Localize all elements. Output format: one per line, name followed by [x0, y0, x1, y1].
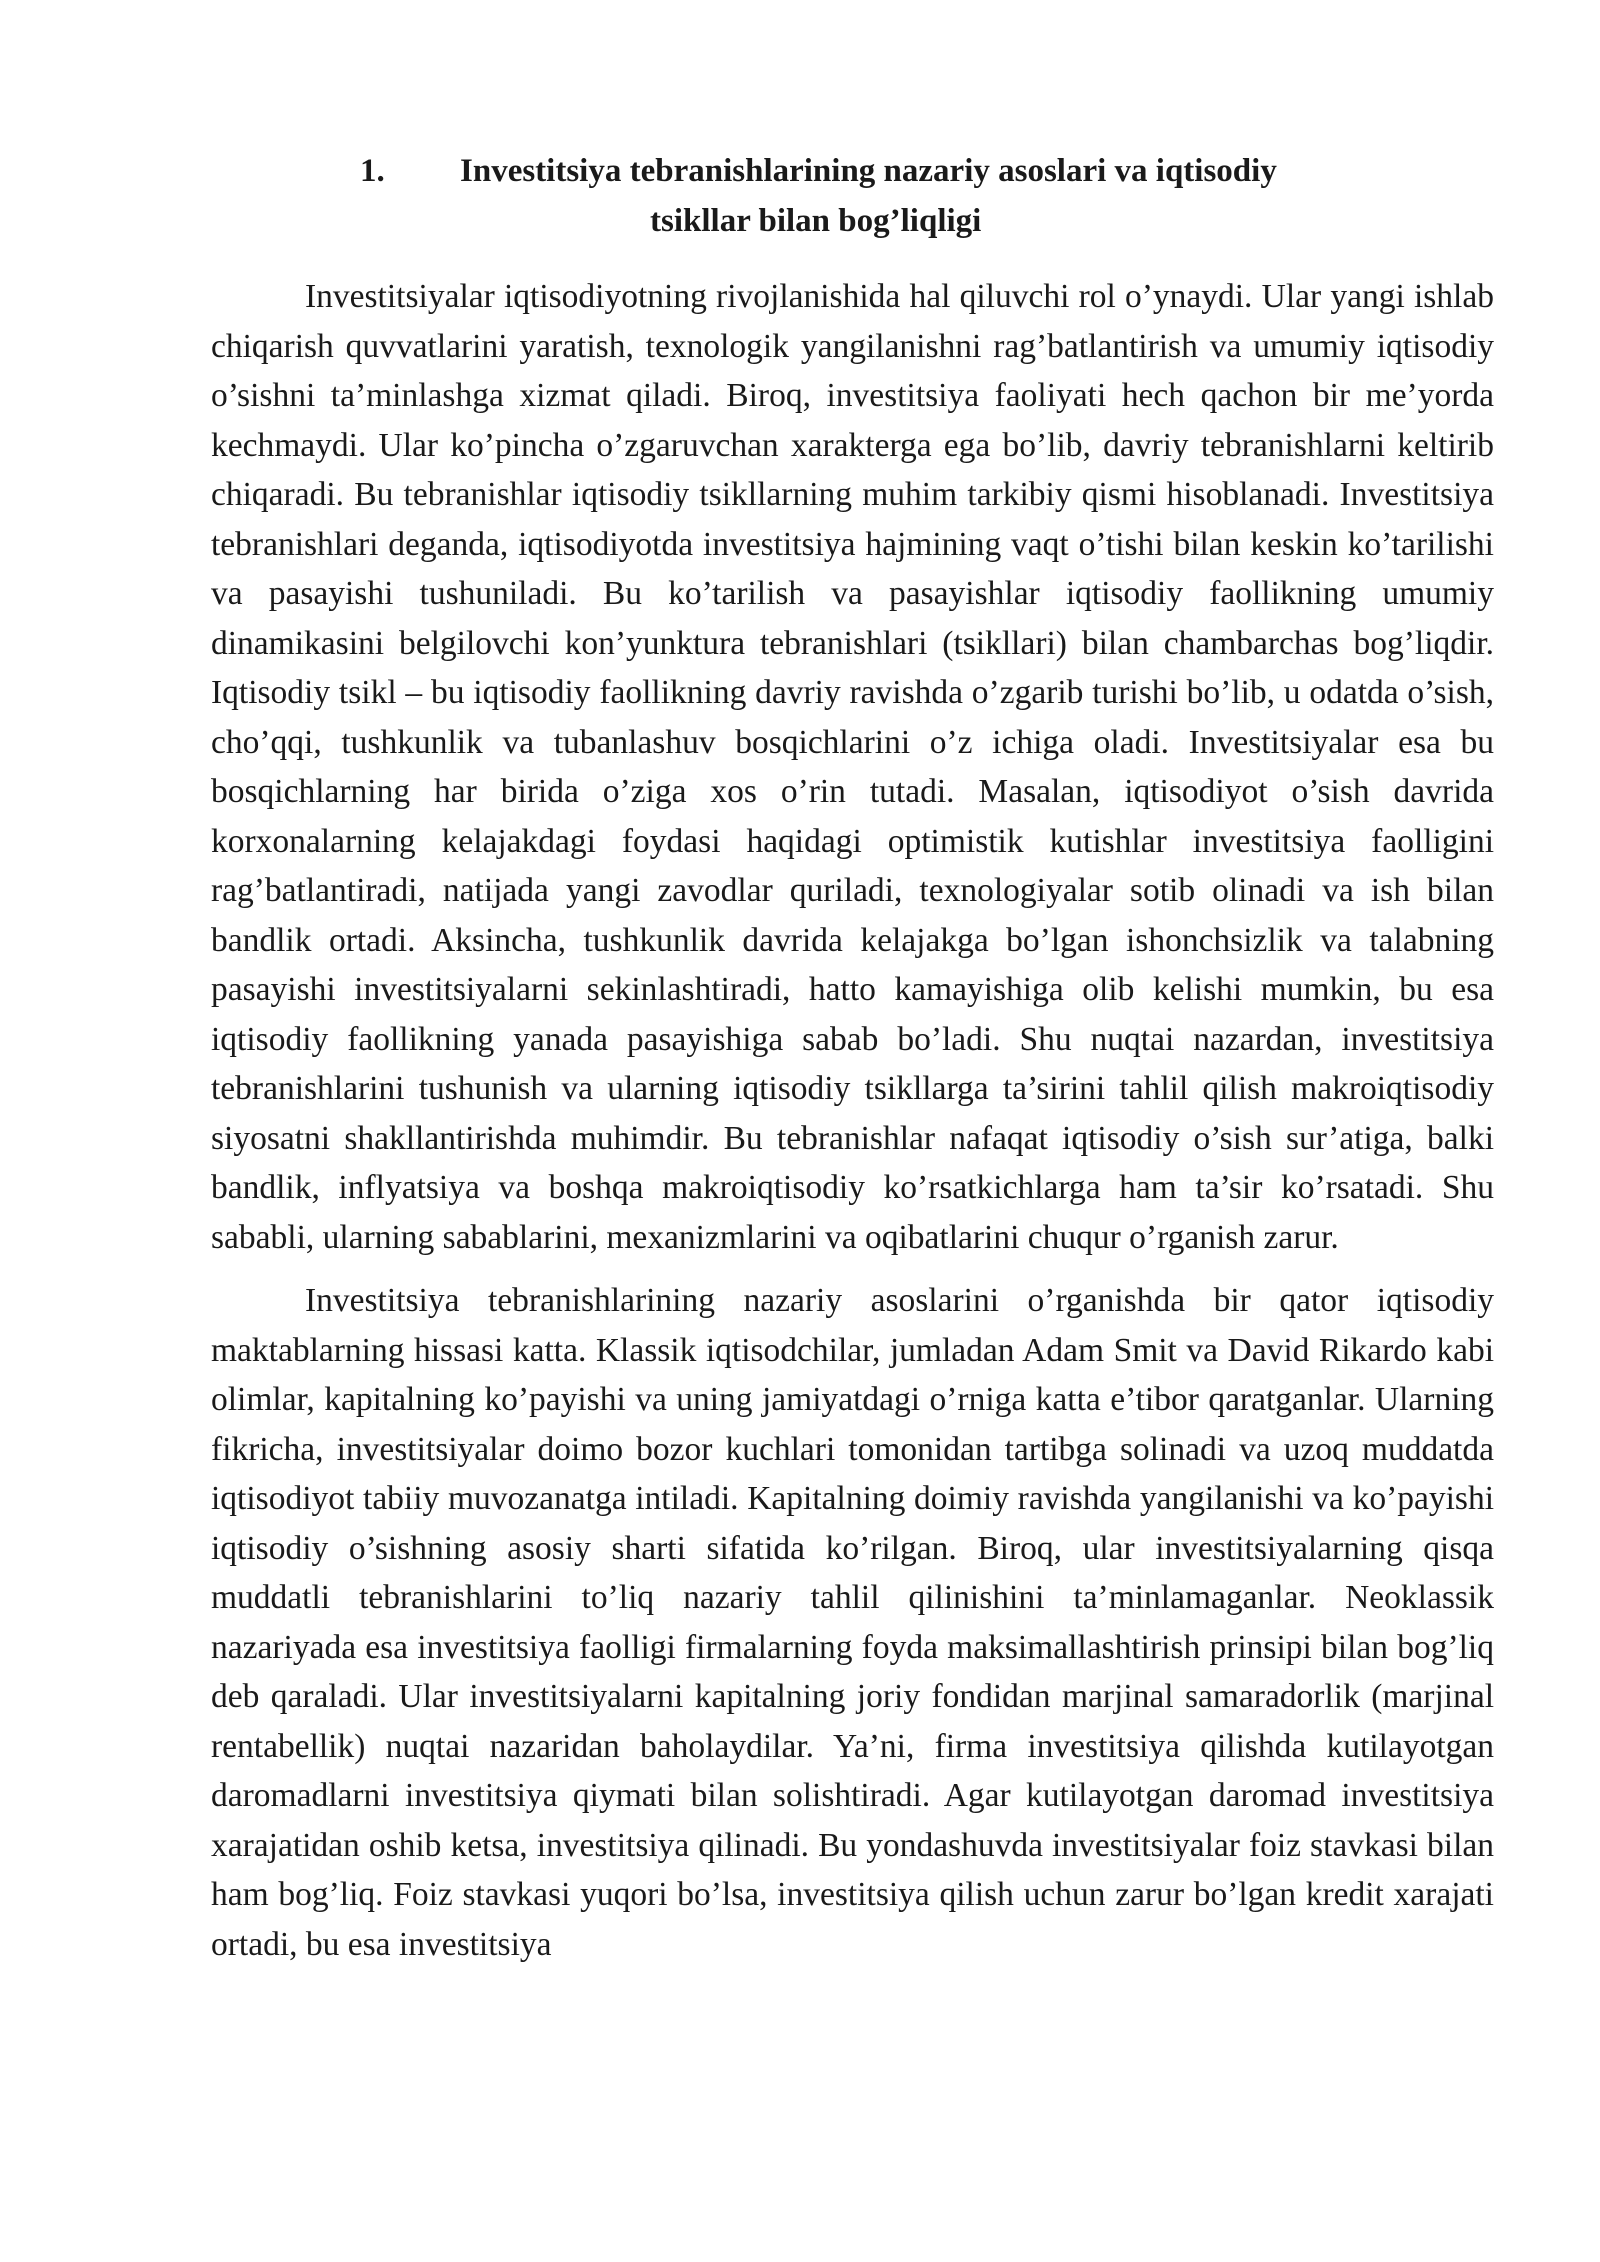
- body-text: [211, 272, 1494, 1969]
- section-heading: [360, 146, 1480, 246]
- paragraph: Investitsiya tebranishlarining nazariy asoslarini o’rganishda bir qator iqtisodiy maktablarning hissasi katta. Klassik iqtisodchilar, jumladan Adam Smit va David Rikardo kabi olimlar, kapitalning ko’payishi va uning jamiyatdagi o’rniga katta e’tibor qaratganlar. Ularning fikricha, investitsiyalar doimo bozor kuchlari tomonidan tartibga solinadi va uzoq muddatda iqtisodiyot tabiiy muvozanatga intiladi. Kapitalning doimiy ravishda yangilanishi va ko’payishi iqtisodiy o’sishning asosiy sharti sifatida ko’rilgan. Biroq, ular investitsiyalarning qisqa muddatli tebranishlarini to’liq nazariy tahlil qilinishini ta’minlamaganlar. Neoklassik nazariyada esa investitsiya faolligi firmalarning foyda maksimallashtirish prinsipi bilan bog’liq deb qaraladi. Ular investitsiyalarni kapitalning joriy fondidan marjinal samaradorlik (marjinal rentabellik) nuqtai nazaridan baholaydilar. Ya’ni, firma investitsiya qilishda kutilayotgan daromadlarni investitsiya qiymati bilan solishtiradi. Agar kutilayotgan daromad investitsiya xarajatidan oshib ketsa, investitsiya qilinadi. Bu yondashuvda investitsiyalar foiz stavkasi bilan ham bog’liq. Foiz stavkasi yuqori bo’lsa, investitsiya qilish uchun zarur bo’lgan kredit xarajati ortadi, bu esa investitsiya: [211, 1282, 1494, 1963]
- section-title-part-2: tsikllar bilan bog’liqligi: [650, 203, 982, 239]
- section-heading-line-1: [360, 146, 1480, 196]
- paragraph: Investitsiyalar iqtisodiyotning rivojlanishida hal qiluvchi rol o’ynaydi. Ular yangi ishlab chiqarish quvvatlarini yaratish, texnologik yangilanishni rag’batlantirish va umumiy iqtisodiy o’sishni ta’minlashga xizmat qiladi. Biroq, investitsiya faoliyati hech qachon bir me’yorda kechmaydi. Ular ko’pincha o’zgaruvchan xarakterga ega bo’lib, davriy tebranishlarni keltirib chiqaradi. Bu tebranishlar iqtisodiy tsikllarning muhim tarkibiy qismi hisoblanadi. Investitsiya tebranishlari deganda, iqtisodiyotda investitsiya hajmining vaqt o’tishi bilan keskin ko’tarilishi va pasayishi tushuniladi. Bu ko’tarilish va pasayishlar iqtisodiy faollikning umumiy dinamikasini belgilovchi kon’yunktura tebranishlari (tsikllari) bilan chambarchas bog’liqdir. Iqtisodiy tsikl – bu iqtisodiy faollikning davriy ravishda o’zgarib turishi bo’lib, u odatda o’sish, cho’qqi, tushkunlik va tubanlashuv bosqichlarini o’z ichiga oladi. Investitsiyalar esa bu bosqichlarning har birida o’ziga xos o’rin tutadi. Masalan, iqtisodiyot o’sish davrida korxonalarning kelajakdagi foydasi haqidagi optimistik kutishlar investitsiya faolligini rag’batlantiradi, natijada yangi zavodlar quriladi, texnologiyalar sotib olinadi va ish bilan bandlik ortadi. Aksincha, tushkunlik davrida kelajakga bo’lgan ishonchsizlik va talabning pasayishi investitsiyalarni sekinlashtiradi, hatto kamayishiga olib kelishi mumkin, bu esa iqtisodiy faollikning yanada pasayishiga sabab bo’ladi. Shu nuqtai nazardan, investitsiya tebranishlarini tushunish va ularning iqtisodiy tsikllarga ta’sirini tahlil qilish makroiqtisodiy siyosatni shakllantirishda muhimdir. Bu tebranishlar nafaqat iqtisodiy o’sish sur’atiga, balki bandlik, inflyatsiya va boshqa makroiqtisodiy ko’rsatkichlarga ham ta’sir ko’rsatadi. Shu sababli, ularning sabablarini, mexanizmlarini va oqibatlarini chuqur o’rganish zarur.: [211, 278, 1494, 1256]
- section-title-part-1: Investitsiya tebranishlarining nazariy asoslari va iqtisodiy: [460, 153, 1277, 189]
- section-number: 1.: [360, 153, 385, 189]
